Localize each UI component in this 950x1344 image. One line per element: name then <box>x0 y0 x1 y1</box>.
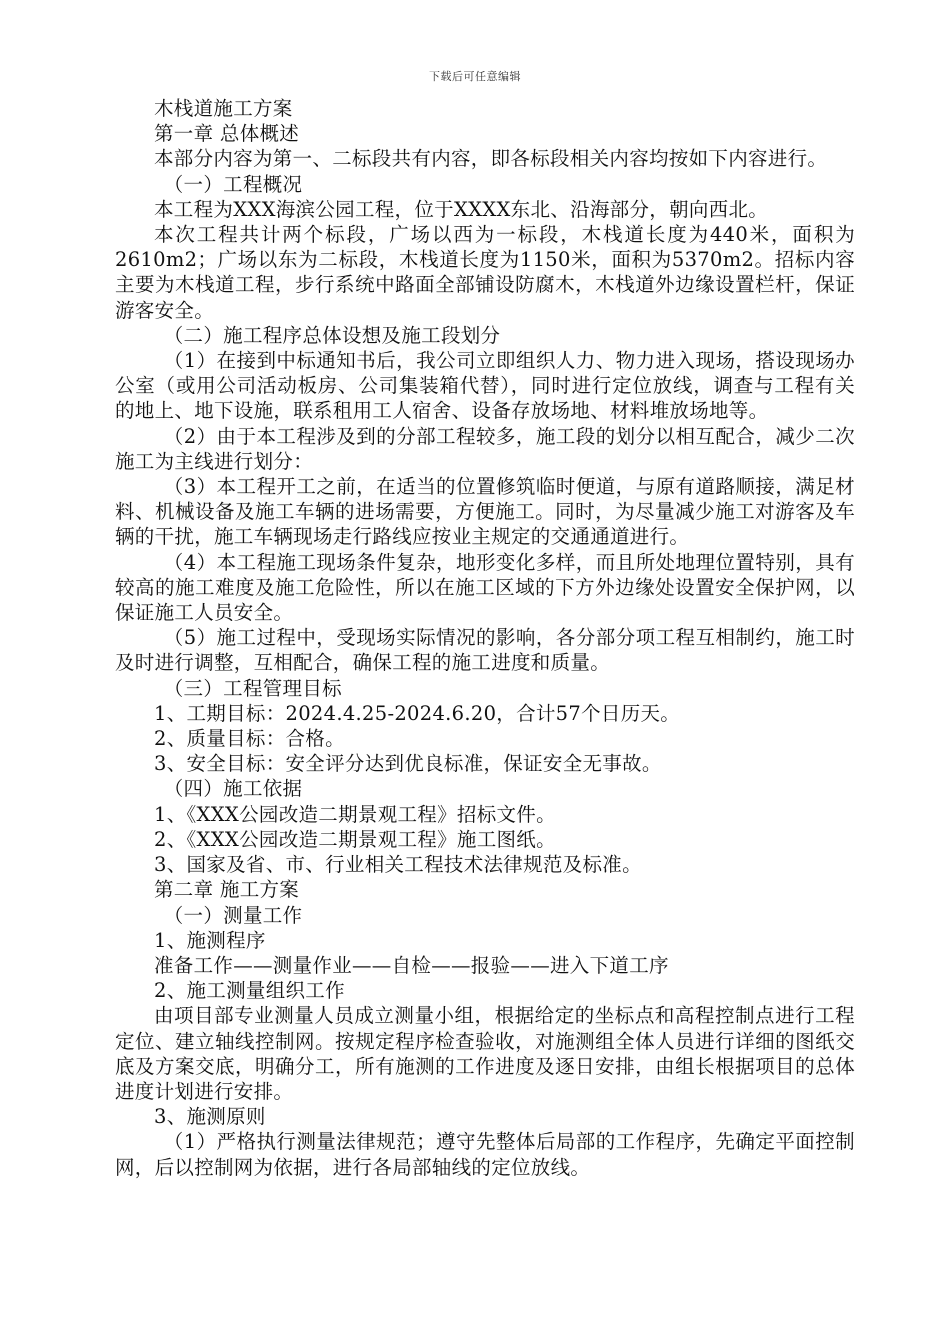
list-item: 3、安全目标：安全评分达到优良标准，保证安全无事故。 <box>154 752 662 776</box>
list-item: 2、质量目标：合格。 <box>154 727 345 751</box>
paragraph: 本次工程共计两个标段，广场以西为一标段，木栈道长度为440米，面积为2610m2；广场以东为二标段，木栈道长度为1150米，面积为5370m2。招标内容主要为木栈道工程，步行系统中路面全部铺设防腐木，木栈道外边缘设置栏杆，保证游客安全。 <box>115 223 855 322</box>
page-header-note: 下载后可任意编辑 <box>429 70 521 83</box>
subsection-heading: 1、施测程序 <box>154 928 266 952</box>
list-paragraph: （2）由于本工程涉及到的分部工程较多，施工段的划分以相互配合，减少二次施工为主线进行划分： <box>115 424 855 473</box>
subsection-heading: 2、施工测量组织工作 <box>154 979 345 1003</box>
paragraph: 本部分内容为第一、二标段共有内容，即各标段相关内容均按如下内容进行。 <box>154 147 828 171</box>
section-heading: （二）施工程序总体设想及施工段划分 <box>163 323 501 347</box>
list-item: 3、国家及省、市、行业相关工程技术法律规范及标准。 <box>154 853 642 877</box>
section-heading: （四）施工依据 <box>163 777 303 801</box>
subsection-heading: 3、施测原则 <box>154 1105 266 1129</box>
list-paragraph: （5）施工过程中，受现场实际情况的影响，各分部分项工程互相制约，施工时及时进行调整，互相配合，确保工程的施工进度和质量。 <box>115 626 855 675</box>
list-paragraph: （1）严格执行测量法律规范；遵守先整体后局部的工作程序，先确定平面控制网，后以控制网为依据，进行各局部轴线的定位放线。 <box>115 1130 855 1179</box>
section-heading: （三）工程管理目标 <box>163 676 342 700</box>
list-item: 1、工期目标：2024.4.25-2024.6.20，合计57个日历天。 <box>154 701 681 725</box>
section-heading: （一）工程概况 <box>163 172 303 196</box>
paragraph: 本工程为XXX海滨公园工程，位于XXXX东北、沿海部分，朝向西北。 <box>154 197 769 221</box>
document-title: 木栈道施工方案 <box>154 97 293 120</box>
paragraph: 准备工作——测量作业——自检——报验——进入下道工序 <box>154 953 669 977</box>
list-paragraph: （4）本工程施工现场条件复杂，地形变化多样，而且所处地理位置特别，具有较高的施工难度及施工危险性，所以在施工区域的下方外边缘处设置安全保护网，以保证施工人员安全。 <box>115 550 855 625</box>
section-heading: （一）测量工作 <box>163 903 303 927</box>
paragraph: 由项目部专业测量人员成立测量小组，根据给定的坐标点和高程控制点进行工程定位、建立轴线控制网。按规定程序检查验收，对施测组全体人员进行详细的图纸交底及方案交底，明确分工，所有施测的工作进度及逐日安排，由组长根据项目的总体进度计划进行安排。 <box>115 1004 855 1103</box>
chapter-heading: 第一章 总体概述 <box>154 122 300 146</box>
list-paragraph: （3）本工程开工之前，在适当的位置修筑临时便道，与原有道路顺接，满足材料、机械设备及施工车辆的进场需要，方便施工。同时，为尽量减少施工对游客及车辆的干扰，施工车辆现场走行路线应按业主规定的交通通道进行。 <box>115 475 855 549</box>
list-paragraph: （1）在接到中标通知书后，我公司立即组织人力、物力进入现场，搭设现场办公室（或用公司活动板房、公司集装箱代替），同时进行定位放线，调查与工程有关的地上、地下设施，联系租用工人宿舍、设备存放场地、材料堆放场地等。 <box>115 349 855 423</box>
list-item: 1、《XXX公园改造二期景观工程》招标文件。 <box>154 802 556 826</box>
list-item: 2、《XXX公园改造二期景观工程》施工图纸。 <box>154 827 556 851</box>
document-body <box>115 96 855 1180</box>
chapter-heading: 第二章 施工方案 <box>154 878 300 902</box>
